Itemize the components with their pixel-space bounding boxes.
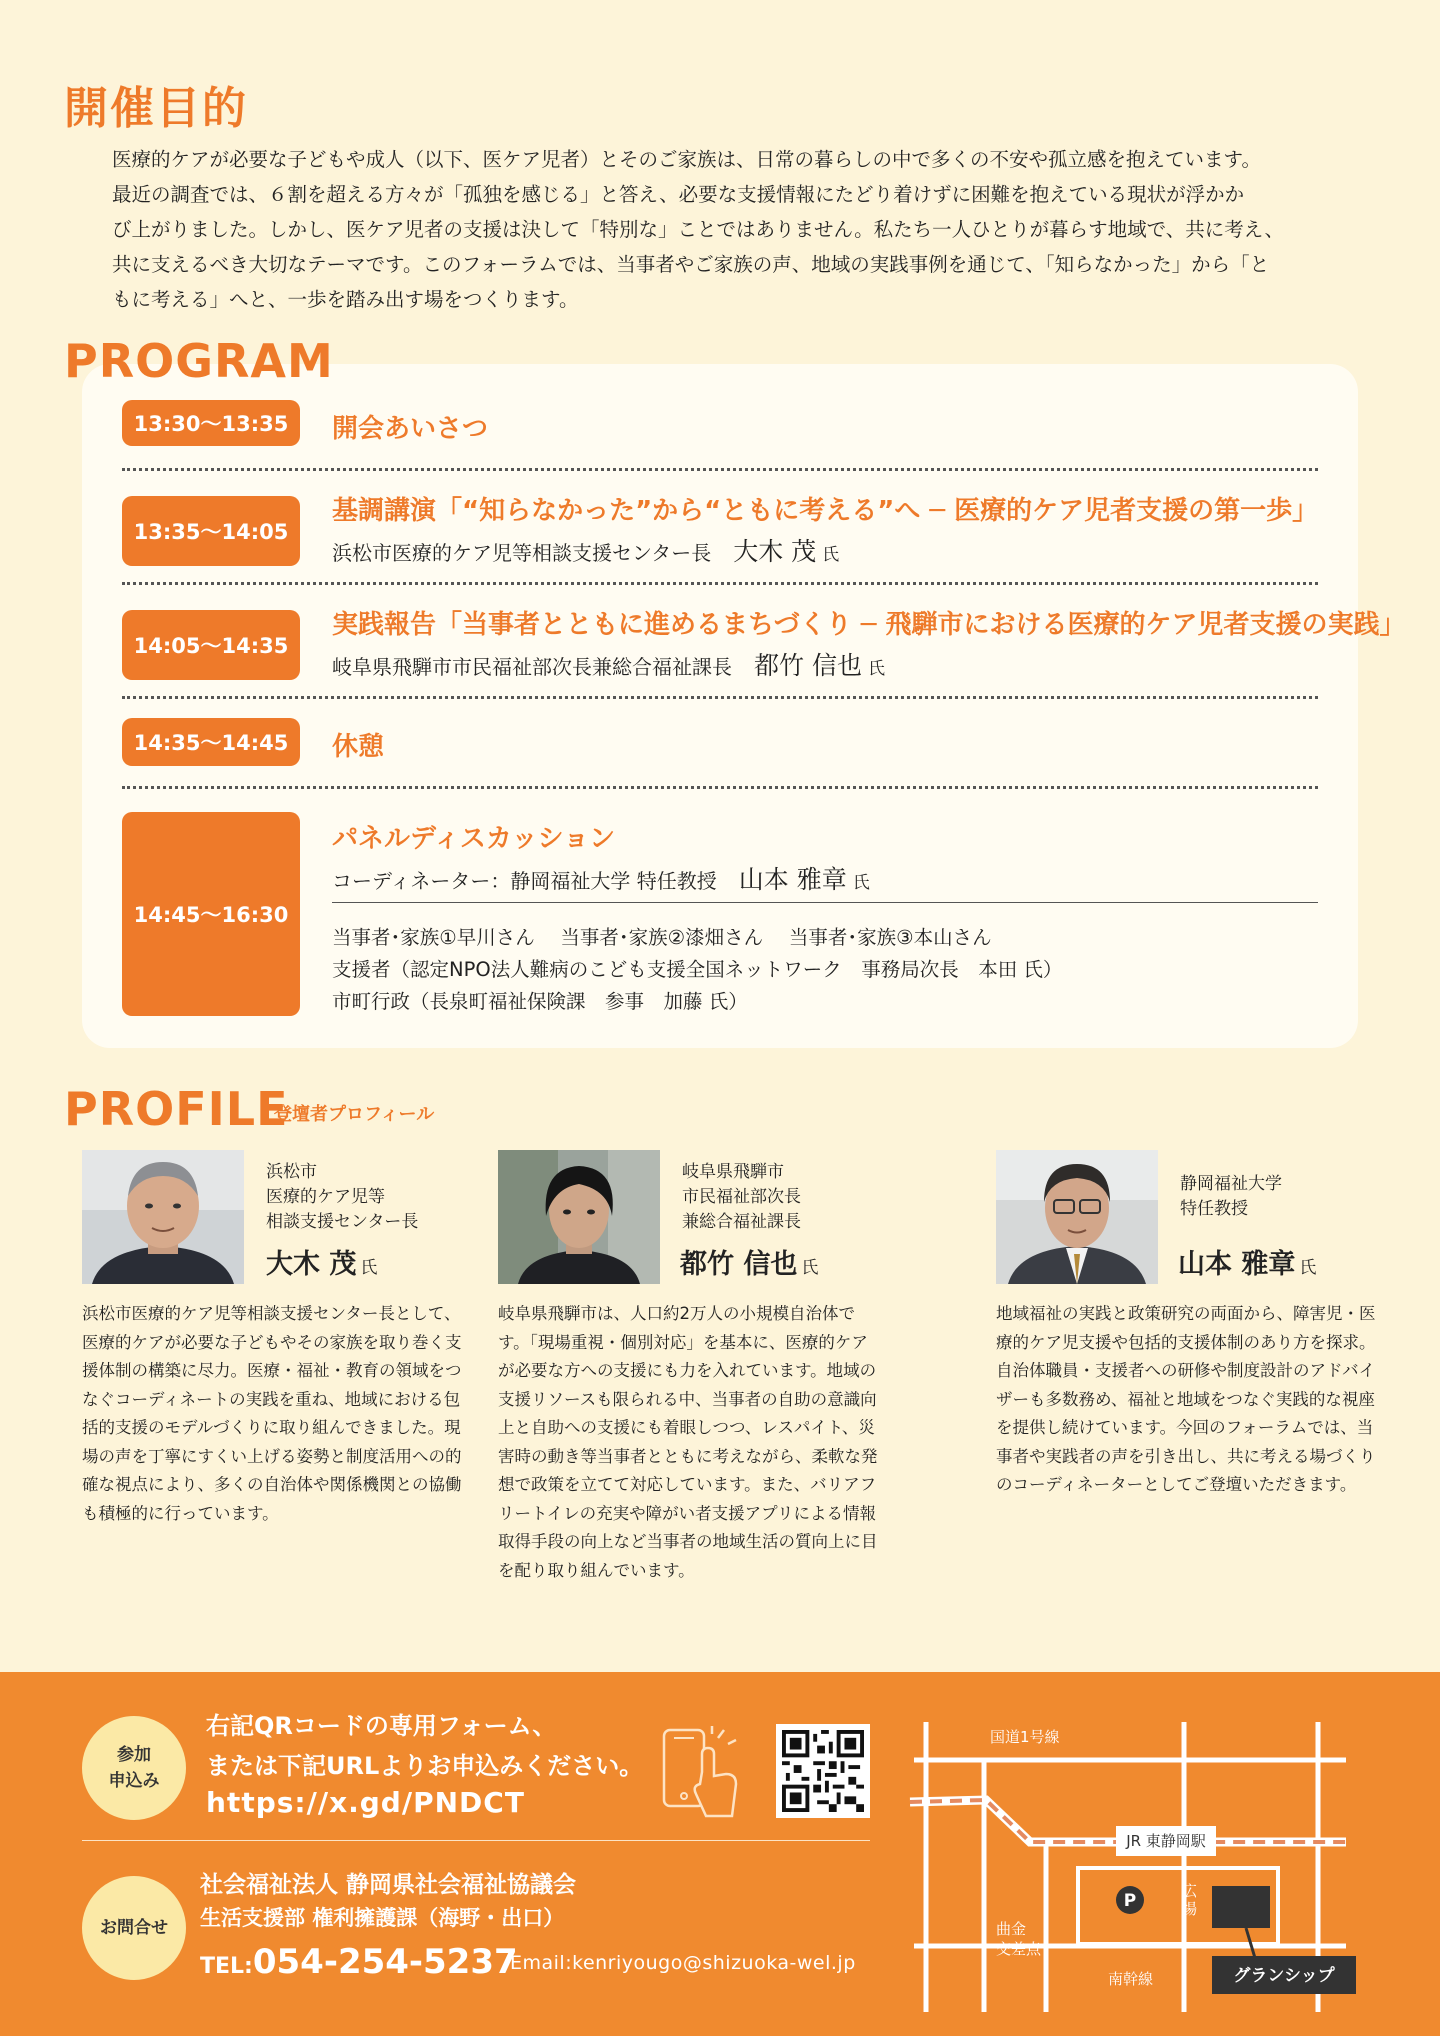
purpose-line: もに考える」へと、一歩を踏み出す場をつくります。 [112, 288, 579, 311]
dotted-divider [122, 786, 1318, 789]
telephone[interactable] [200, 1942, 518, 1982]
time-badge: 13:35〜14:05 [122, 496, 300, 566]
coordinator-name: 山本 雅章 [738, 865, 847, 894]
dotted-divider [122, 696, 1318, 699]
speaker-affiliation [266, 1160, 418, 1235]
contact-badge [82, 1876, 186, 1980]
name-text: 大木 茂 [266, 1249, 357, 1280]
venue-label: グランシップ [1233, 1966, 1335, 1986]
plaza-label: 広 [1182, 1882, 1198, 1900]
slot-speaker [332, 532, 839, 568]
speaker-affiliation [1180, 1172, 1282, 1222]
speaker-photo [996, 1150, 1158, 1284]
time-badge: 13:30〜13:35 [122, 400, 300, 446]
slot-title: 実践報告「当事者とともに進めるまちづくり ─ 飛騨市における医療的ケア児者支援の実践」 [332, 610, 1406, 640]
venue-building [1212, 1886, 1270, 1928]
purpose-heading: 開催目的 [64, 83, 248, 134]
speaker-bio: 地域福祉の実践と政策研究の両面から、障害児・医療的ケア児支援や包括的支援体制のあり方を探求。自治体職員・支援者への研修や制度設計のアドバイザーも多数務め、福祉と地域をつなぐ実践的な視座を提供し続けています。今回のフォーラムでは、当事者や実践者の声を引き出し、共に考える場づくりのコーディネーターとしてご登壇いただきます。 [996, 1304, 1376, 1494]
qr-code[interactable] [776, 1724, 870, 1818]
panelist-line: 当事者･家族①早川さん 当事者･家族②漆畑さん 当事者･家族③本山さん [332, 926, 992, 949]
affiliation-line: 特任教授 [1180, 1199, 1248, 1219]
purpose-line: 共に支えるべき大切なテーマです。このフォーラムでは、当事者やご家族の声、地域の実践事例を通じて、「知らなかった」から「と [112, 253, 1270, 276]
speaker-photo [82, 1150, 244, 1284]
speaker-role: 浜松市医療的ケア児等相談支援センター長 [332, 541, 712, 565]
intersection-label: 曲金 [996, 1920, 1027, 1938]
slot-coordinator [332, 860, 870, 896]
affiliation-line: 相談支援センター長 [266, 1212, 419, 1232]
station-label: JR 東静岡駅 [1126, 1832, 1206, 1850]
apply-url-link[interactable]: https://x.gd/PNDCT [206, 1786, 525, 1819]
program-heading: PROGRAM [64, 334, 334, 388]
intersection-label: 交差点 [996, 1940, 1042, 1958]
panelist-line: 市町行政（長泉町福祉保険課 参事 加藤 氏） [332, 990, 748, 1013]
slot-speaker [332, 646, 885, 682]
honorific: 氏 [1299, 1258, 1317, 1278]
purpose-text [112, 142, 1342, 317]
speaker-photo [498, 1150, 660, 1284]
affiliation-line: 市民福祉部次長 [682, 1187, 801, 1207]
email-link[interactable]: Email:kenriyougo@shizuoka-wel.jp [510, 1952, 856, 1974]
speaker-name: 都竹 信也 [754, 651, 862, 680]
panel-divider [332, 902, 1318, 903]
apply-badge-line: 申込み [108, 1771, 160, 1791]
time-badge: 14:35〜14:45 [122, 718, 300, 766]
time-badge: 14:45〜16:30 [122, 812, 300, 1016]
purpose-line: 医療的ケアが必要な子どもや成人（以下、医ケア児者）とそのご家族は、日常の暮らしの中で多くの不安や孤立感を抱えています。 [112, 148, 1261, 171]
purpose-line: 最近の調査では、６割を超える方々が「孤独を感じる」と答え、必要な支援情報にたどり着けずに困難を抱えている現状が浮かか [112, 183, 1245, 206]
smartphone-tap-icon [640, 1724, 760, 1824]
profile-subheading: 登壇者プロフィール [274, 1104, 435, 1125]
slot-title: パネルディスカッション [332, 824, 616, 854]
profile-heading: PROFILE [64, 1082, 289, 1136]
affiliation-line: 医療的ケア児等 [266, 1187, 385, 1207]
road-label-bottom: 南幹線 [1108, 1970, 1154, 1988]
honorific: 氏 [360, 1258, 378, 1278]
apply-badge-line: 参加 [117, 1745, 151, 1765]
speaker-role: 岐阜県飛騨市市民福祉部次長兼総合福祉課長 [332, 655, 732, 679]
dotted-divider [122, 468, 1318, 471]
speaker-name [1178, 1242, 1316, 1281]
apply-instructions [206, 1706, 643, 1786]
affiliation-line: 兼総合福祉課長 [682, 1212, 801, 1232]
speaker-name [266, 1242, 377, 1281]
footer [0, 1672, 1440, 2036]
purpose-line: び上がりました。しかし、医ケア児者の支援は決して「特別な」ことではありません。私たち一人ひとりが暮らす地域で、共に考え、 [112, 218, 1284, 241]
apply-line: 右記QRコードの専用フォーム、 [206, 1712, 557, 1740]
dotted-divider [122, 582, 1318, 585]
speaker-bio: 岐阜県飛騨市は、人口約2万人の小規模自治体です。「現場重視・個別対応」を基本に、医療的ケアが必要な方への支援にも力を入れています。地域の支援リソースも限られる中、当事者の自助の意識向上と自助への支援にも着眼しつつ、レスパイト、災害時の動き等当事者とともに考えながら、柔軟な発想で政策を立てて対応しています。また、バリアフリートイレの充実や障がい者支援アプリによる情報取得手段の向上など当事者の地域生活の質向上に目を配り取り組んでいます。 [498, 1304, 878, 1580]
plaza-label: 場 [1182, 1900, 1198, 1918]
name-text: 都竹 信也 [680, 1249, 798, 1280]
speaker-name: 大木 茂 [733, 537, 817, 566]
tel-number: 054-254-5237 [252, 1942, 518, 1982]
apply-line: または下記URLよりお申込みください。 [206, 1752, 644, 1780]
program-card [82, 364, 1406, 1048]
honorific: 氏 [801, 1258, 819, 1278]
organization-department: 生活支援部 権利擁護課（海野・出口） [200, 1906, 565, 1930]
affiliation-line: 静岡福祉大学 [1180, 1174, 1282, 1194]
coordinator-role: コーディネーター：静岡福祉大学 特任教授 [332, 869, 717, 893]
speaker-honorific: 氏 [867, 659, 885, 679]
slot-title: 開会あいさつ [332, 414, 489, 444]
apply-badge [82, 1716, 186, 1820]
access-map [906, 1702, 1356, 2022]
tel-label: TEL: [200, 1954, 253, 1979]
time-badge: 14:05〜14:35 [122, 610, 300, 680]
slot-title: 休憩 [332, 732, 385, 762]
organization-name: 社会福祉法人 静岡県社会福祉協議会 [200, 1872, 577, 1898]
slot-title: 基調講演「“知らなかった”から“ともに考える”へ ─ 医療的ケア児者支援の第一歩」 [332, 496, 1319, 526]
speaker-affiliation [682, 1160, 801, 1235]
contact-badge-text: お問合せ [100, 1918, 168, 1938]
parking-label: P [1123, 1891, 1137, 1911]
affiliation-line: 岐阜県飛騨市 [682, 1162, 784, 1182]
footer-divider [82, 1840, 870, 1841]
qr-code-icon [782, 1730, 864, 1812]
coordinator-honorific: 氏 [852, 873, 870, 893]
affiliation-line: 浜松市 [266, 1162, 317, 1182]
speaker-bio: 浜松市医療的ケア児等相談支援センター長として、医療的ケアが必要な子どもやその家族を取り巻く支援体制の構築に尽力。医療・福祉・教育の領域をつなぐコーディネートの実践を重ね、地域における包括的支援のモデルづくりに取り組んできました。現場の声を丁寧にすくい上げる姿勢と制度活用への的確な視点により、多くの自治体や関係機関との協働も積極的に行っています。 [82, 1304, 462, 1523]
speaker-honorific: 氏 [822, 545, 840, 565]
panelist-line: 支援者（認定NPO法人難病のこども支援全国ネットワーク 事務局次長 本田 氏） [332, 958, 1063, 981]
speaker-name [680, 1242, 818, 1281]
road-label-top: 国道1号線 [990, 1728, 1060, 1746]
name-text: 山本 雅章 [1178, 1249, 1296, 1280]
